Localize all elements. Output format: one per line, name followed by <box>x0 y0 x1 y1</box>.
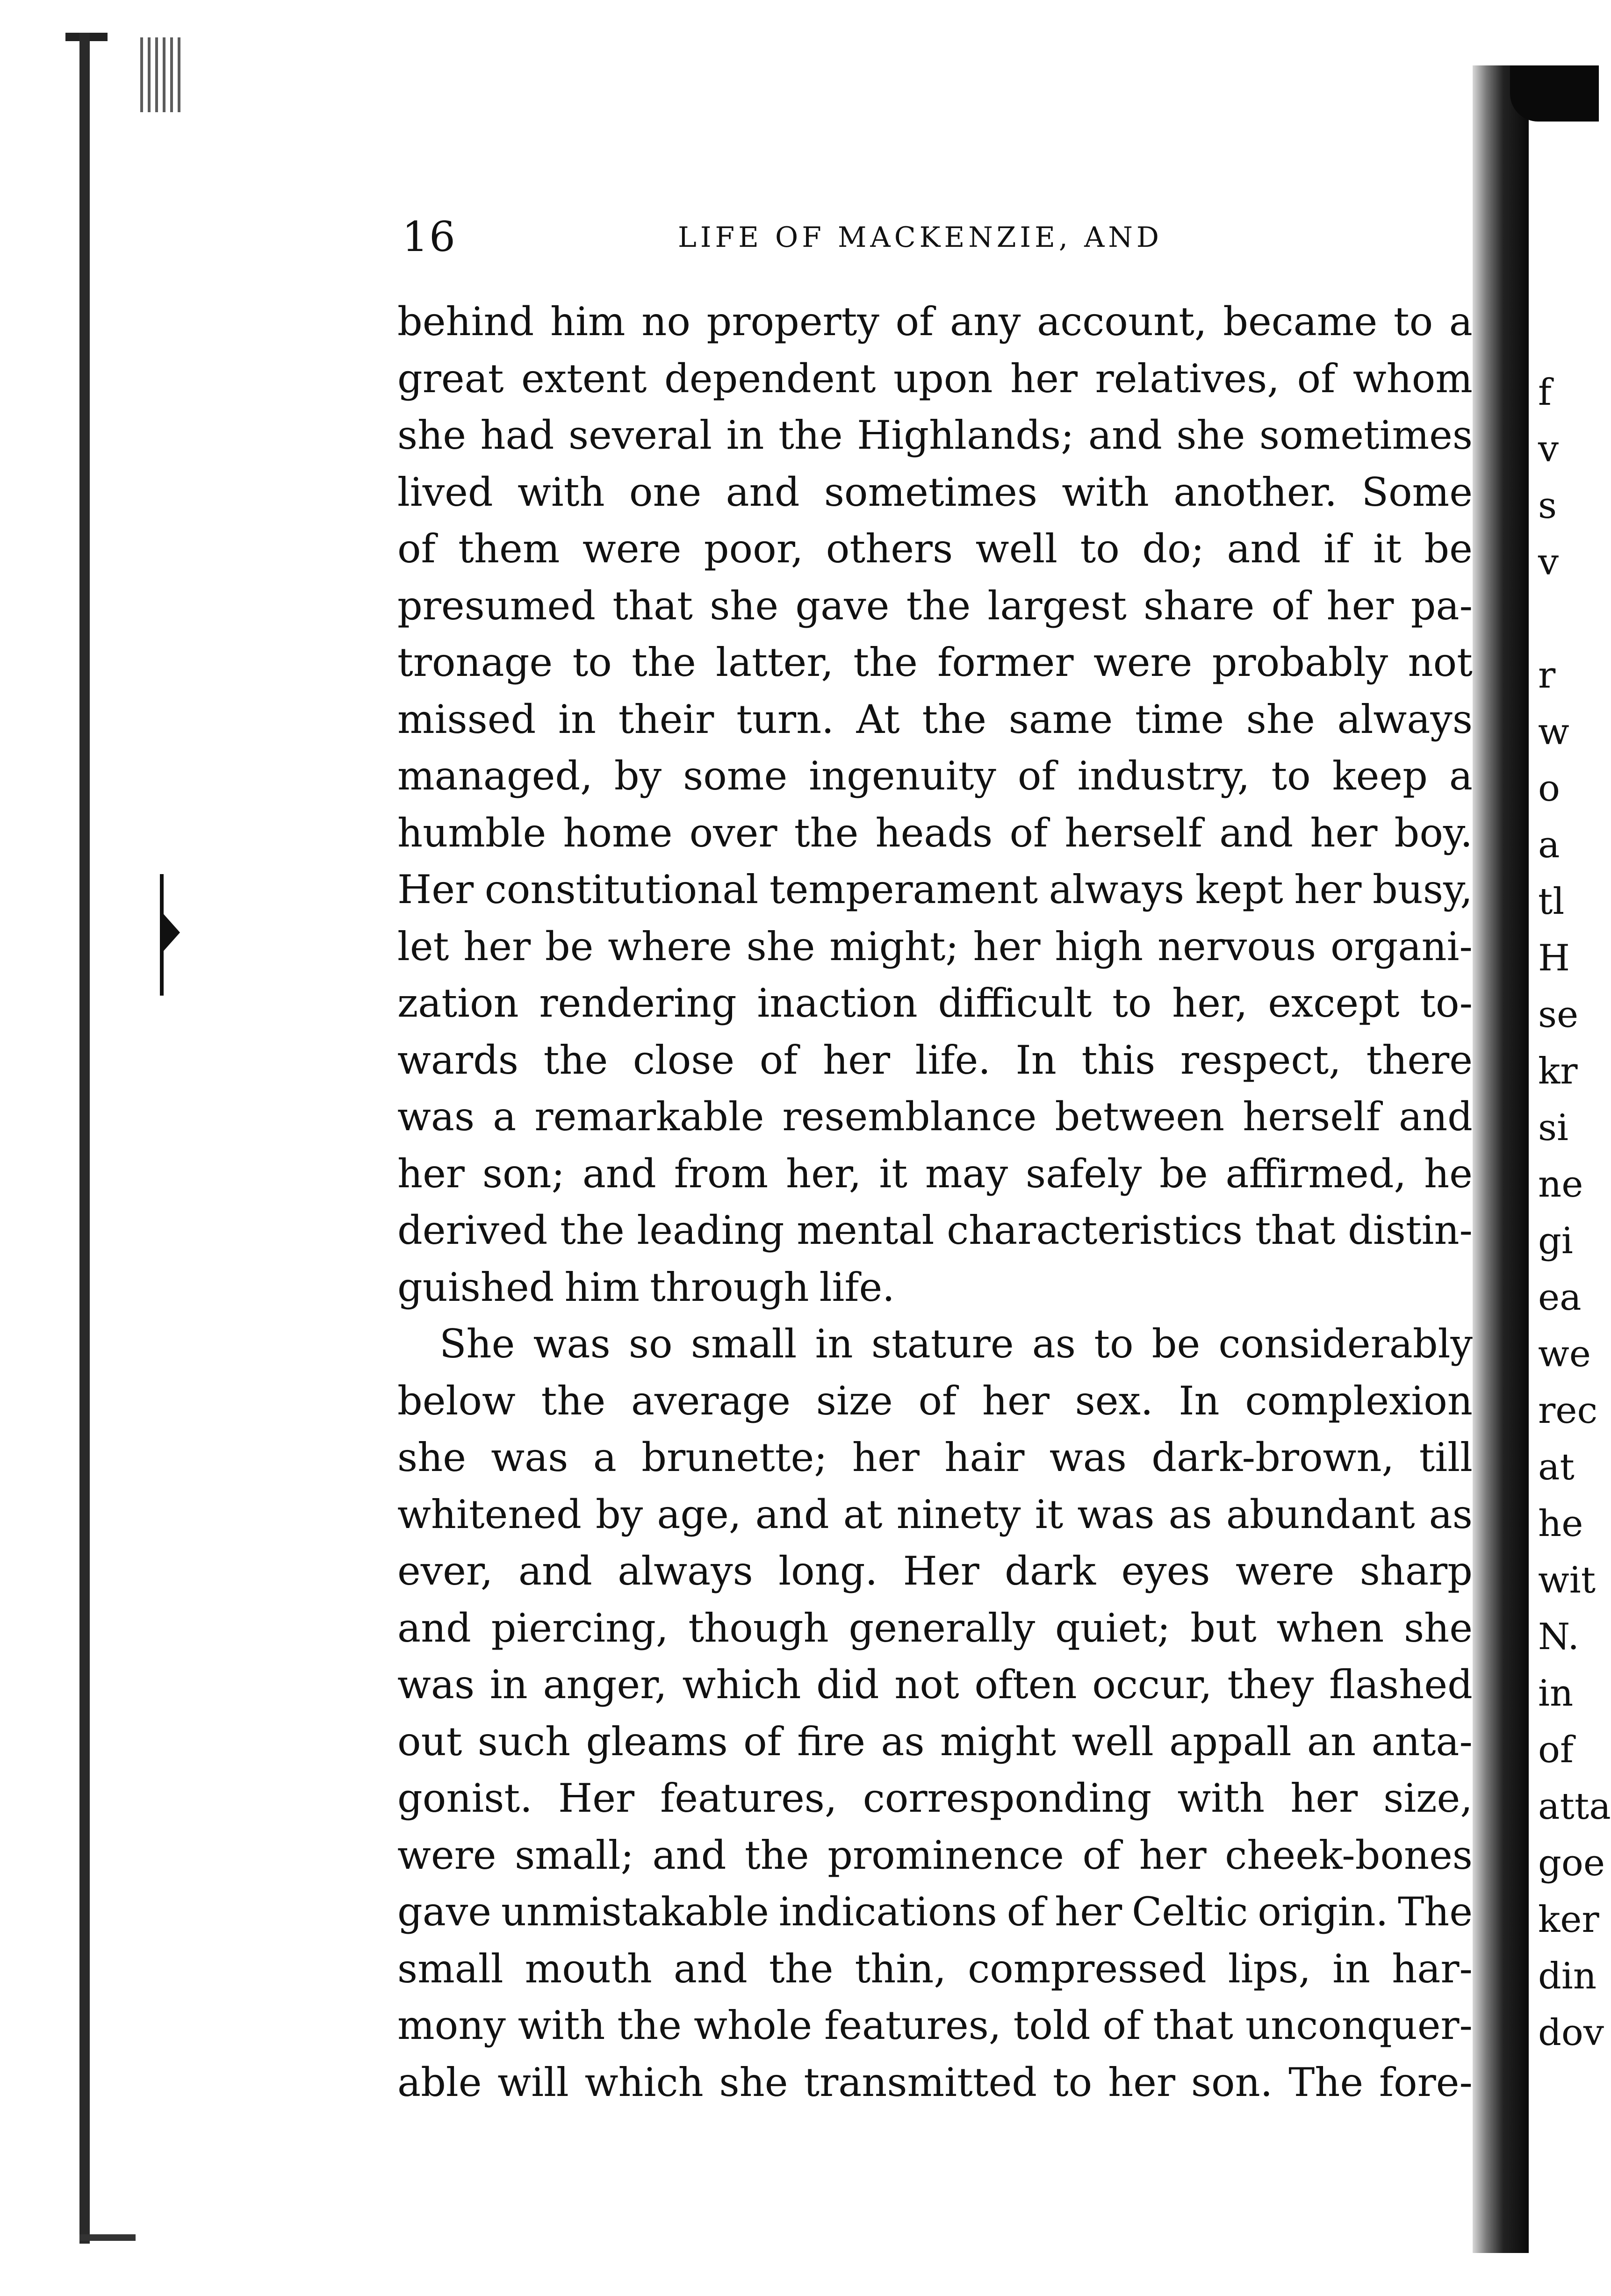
facing-page-fragment-line: at <box>1538 1446 1575 1488</box>
facing-page-fragment-line: si <box>1538 1107 1568 1149</box>
text-line: tronage to the latter, the former were probably not <box>397 639 1473 685</box>
facing-page-fragment-line: s <box>1538 485 1557 527</box>
facing-page-fragment-line: se <box>1538 994 1579 1036</box>
text-line: was a remarkable resemblance between herself and <box>397 1094 1473 1140</box>
facing-page-fragment-line: dov <box>1538 2012 1604 2054</box>
running-title: LIFE OF MACKENZIE, AND <box>678 221 1163 254</box>
text-line: she had several in the Highlands; and she sometimes <box>397 412 1473 458</box>
text-line: zation rendering inaction difficult to her, except to- <box>397 980 1473 1026</box>
text-line: and piercing, though generally quiet; but when she <box>397 1605 1473 1651</box>
facing-page-fragment-line: ea <box>1538 1277 1582 1319</box>
text-line: managed, by some ingenuity of industry, to keep a <box>397 753 1473 799</box>
facing-page-fragment-line: gi <box>1538 1220 1573 1262</box>
facing-page-fragment-line: of <box>1538 1729 1574 1771</box>
facing-page-fragment-line: ne <box>1538 1163 1583 1205</box>
text-line: was in anger, which did not often occur, they flashed <box>397 1662 1473 1708</box>
facing-page-fragment-line: f <box>1538 372 1552 414</box>
facing-page-fragment-line: a <box>1538 824 1560 866</box>
text-line: able will which she transmitted to her son. The fore- <box>397 2059 1473 2105</box>
body-text <box>397 294 1473 2111</box>
text-line: gave unmistakable indications of her Celtic origin. The <box>397 1889 1473 1935</box>
facing-page-fragment-line: we <box>1538 1333 1591 1375</box>
facing-page-fragment-line: atta <box>1538 1786 1611 1828</box>
text-line: Her constitutional temperament always kept her busy, <box>397 867 1473 912</box>
text-line: derived the leading mental characteristics that distin- <box>397 1207 1473 1253</box>
text-line: mony with the whole features, told of that unconquer- <box>397 2002 1473 2048</box>
text-line: were small; and the prominence of her cheek-bones <box>397 1832 1473 1878</box>
facing-page-fragment-line: v <box>1538 541 1559 583</box>
page-number: 16 <box>402 213 456 261</box>
facing-page-fragment-line: wit <box>1538 1559 1596 1601</box>
text-line: gonist. Her features, corresponding with her size, <box>397 1775 1473 1821</box>
facing-page-fragment-line: w <box>1538 711 1569 753</box>
facing-page-fragment-line: r <box>1538 654 1556 696</box>
text-line: lived with one and sometimes with another. Some <box>397 469 1473 515</box>
binding-stitch-marks <box>140 37 182 112</box>
text-line: behind him no property of any account, became to a <box>397 299 1473 344</box>
running-head <box>402 213 1477 259</box>
page-gutter-shadow <box>1473 65 1529 2253</box>
text-line: whitened by age, and at ninety it was as abundant as <box>397 1491 1473 1537</box>
facing-page-fragment-line: tl <box>1538 881 1565 923</box>
text-line: humble home over the heads of herself and her boy. <box>397 810 1473 856</box>
text-line: missed in their turn. At the same time she always <box>397 696 1473 742</box>
facing-page-fragment-line: N. <box>1538 1616 1580 1658</box>
text-line: out such gleams of fire as might well appall an anta- <box>397 1718 1473 1765</box>
text-line: her son; and from her, it may safely be affirmed, he <box>397 1150 1473 1197</box>
facing-page-fragment-line: kr <box>1538 1050 1578 1092</box>
facing-page-fragment-line: rec <box>1538 1390 1598 1432</box>
page-gutter-shadow-top <box>1510 65 1599 122</box>
binding-arrow-mark <box>161 911 180 954</box>
text-line: presumed that she gave the largest share of her pa- <box>397 582 1473 629</box>
text-line: small mouth and the thin, compressed lips, in har- <box>397 1945 1473 1992</box>
text-line: wards the close of her life. In this respect, there <box>397 1037 1473 1083</box>
facing-page-fragment-line <box>1538 591 1599 647</box>
text-line: great extent dependent upon her relatives, of whom <box>397 355 1473 402</box>
text-line: She was so small in stature as to be considerably <box>439 1321 1473 1367</box>
facing-page-fragment-line: he <box>1538 1503 1583 1545</box>
text-line: below the average size of her sex. In complexion <box>397 1378 1473 1424</box>
facing-page-fragment-line: H <box>1538 937 1570 979</box>
facing-page-fragment-line: in <box>1538 1672 1574 1715</box>
facing-page-fragment <box>1538 365 1611 2061</box>
facing-page-fragment-line: din <box>1538 1955 1597 1997</box>
facing-page-fragment-line: goe <box>1538 1842 1605 1884</box>
binding-edge-bottom <box>79 2234 136 2241</box>
text-line: let her be where she might; her high nervous organi- <box>397 923 1473 969</box>
binding-edge-left <box>79 33 90 2244</box>
facing-page-fragment-line: ker <box>1538 1899 1599 1941</box>
text-line: she was a brunette; her hair was dark-brown, till <box>397 1435 1473 1480</box>
text-line: guished him through life. <box>397 1264 895 1310</box>
facing-page-fragment-line: o <box>1538 768 1560 810</box>
facing-page-fragment-line: v <box>1538 428 1559 470</box>
text-line: of them were poor, others well to do; and if it be <box>397 526 1473 572</box>
text-line: ever, and always long. Her dark eyes were sharp <box>397 1548 1473 1594</box>
